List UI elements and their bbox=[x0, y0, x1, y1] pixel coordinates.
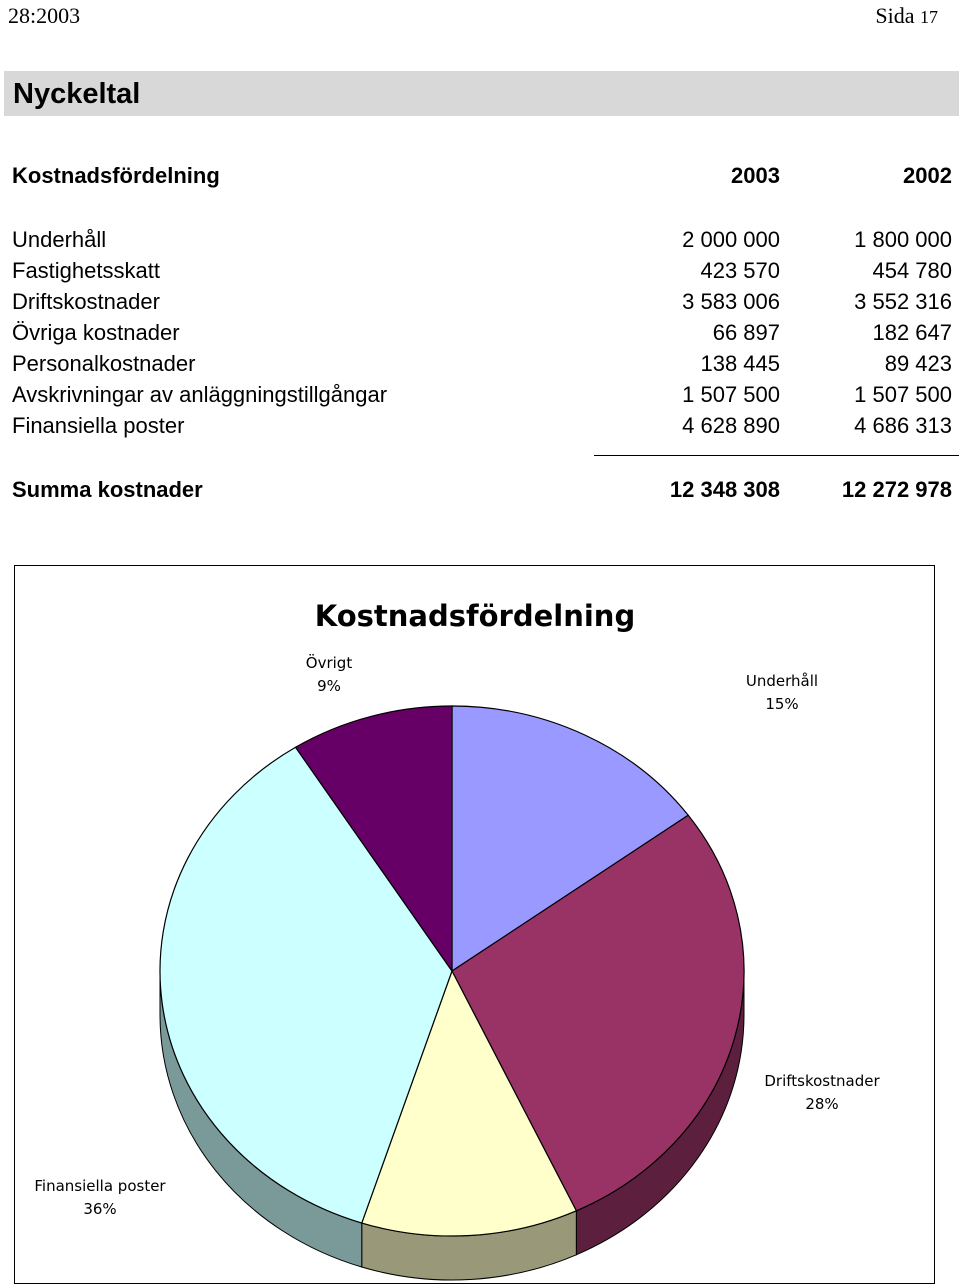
row-label: Övriga kostnader bbox=[12, 320, 180, 345]
row-2003: 1 507 500 bbox=[682, 382, 780, 407]
page-number bbox=[875, 3, 938, 29]
row-label: Personalkostnader bbox=[12, 351, 196, 376]
row-2002: 3 552 316 bbox=[854, 289, 952, 314]
slice-label-name: Finansiella poster bbox=[34, 1177, 166, 1195]
cost-table bbox=[12, 160, 952, 505]
slice-label-pct: 36% bbox=[83, 1200, 117, 1218]
row-label: Finansiella poster bbox=[12, 413, 185, 438]
slice-label-pct: 15% bbox=[765, 695, 799, 713]
row-label: Avskrivningar av anläggningstillgångar bbox=[12, 382, 388, 407]
table-row bbox=[12, 348, 952, 379]
row-2002: 89 423 bbox=[884, 351, 952, 376]
row-2003: 423 570 bbox=[700, 258, 780, 283]
table-row bbox=[12, 317, 952, 348]
page-header bbox=[0, 0, 960, 30]
row-2002: 182 647 bbox=[872, 320, 952, 345]
pie-chart-svg bbox=[15, 566, 933, 1282]
row-2002: 4 686 313 bbox=[854, 413, 952, 438]
slice-label-name: Underhåll bbox=[745, 672, 819, 690]
table-header-2002: 2002 bbox=[903, 163, 952, 188]
row-2002: 1 507 500 bbox=[854, 382, 952, 407]
page-word: Sida bbox=[875, 3, 915, 28]
slice-label-name: Driftskostnader bbox=[764, 1072, 880, 1090]
row-2003: 138 445 bbox=[700, 351, 780, 376]
total-label: Summa kostnader bbox=[12, 477, 203, 502]
pie-slices bbox=[160, 706, 744, 1236]
row-2003: 66 897 bbox=[712, 320, 780, 345]
chart-title: Kostnadsfördelning bbox=[314, 599, 636, 633]
table-total-row bbox=[12, 474, 952, 505]
row-2002: 454 780 bbox=[872, 258, 952, 283]
table-header-label: Kostnadsfördelning bbox=[12, 163, 220, 188]
row-label: Underhåll bbox=[12, 227, 107, 252]
document-number: 28:2003 bbox=[8, 3, 81, 28]
table-row bbox=[12, 286, 952, 317]
table-header-row bbox=[12, 160, 952, 191]
slice-label-name: Övrigt bbox=[305, 654, 353, 672]
table-row bbox=[12, 379, 952, 410]
table-row bbox=[12, 224, 952, 255]
total-2002: 12 272 978 bbox=[841, 477, 952, 502]
row-2002: 1 800 000 bbox=[854, 227, 952, 252]
row-label: Driftskostnader bbox=[12, 289, 160, 314]
row-label: Fastighetsskatt bbox=[12, 258, 160, 283]
row-2003: 2 000 000 bbox=[682, 227, 780, 252]
table-row bbox=[12, 255, 952, 286]
row-2003: 3 583 006 bbox=[682, 289, 780, 314]
sum-divider bbox=[594, 455, 959, 456]
table-header-2003: 2003 bbox=[731, 163, 780, 188]
row-2003: 4 628 890 bbox=[682, 413, 780, 438]
page-num: 17 bbox=[920, 7, 938, 27]
slice-label-pct: 9% bbox=[317, 677, 341, 695]
total-2003: 12 348 308 bbox=[669, 477, 780, 502]
pie-chart bbox=[14, 565, 935, 1284]
section-title: Nyckeltal bbox=[13, 78, 141, 110]
table-row bbox=[12, 410, 952, 441]
slice-label-pct: 28% bbox=[805, 1095, 839, 1113]
section-title-band bbox=[4, 71, 959, 116]
